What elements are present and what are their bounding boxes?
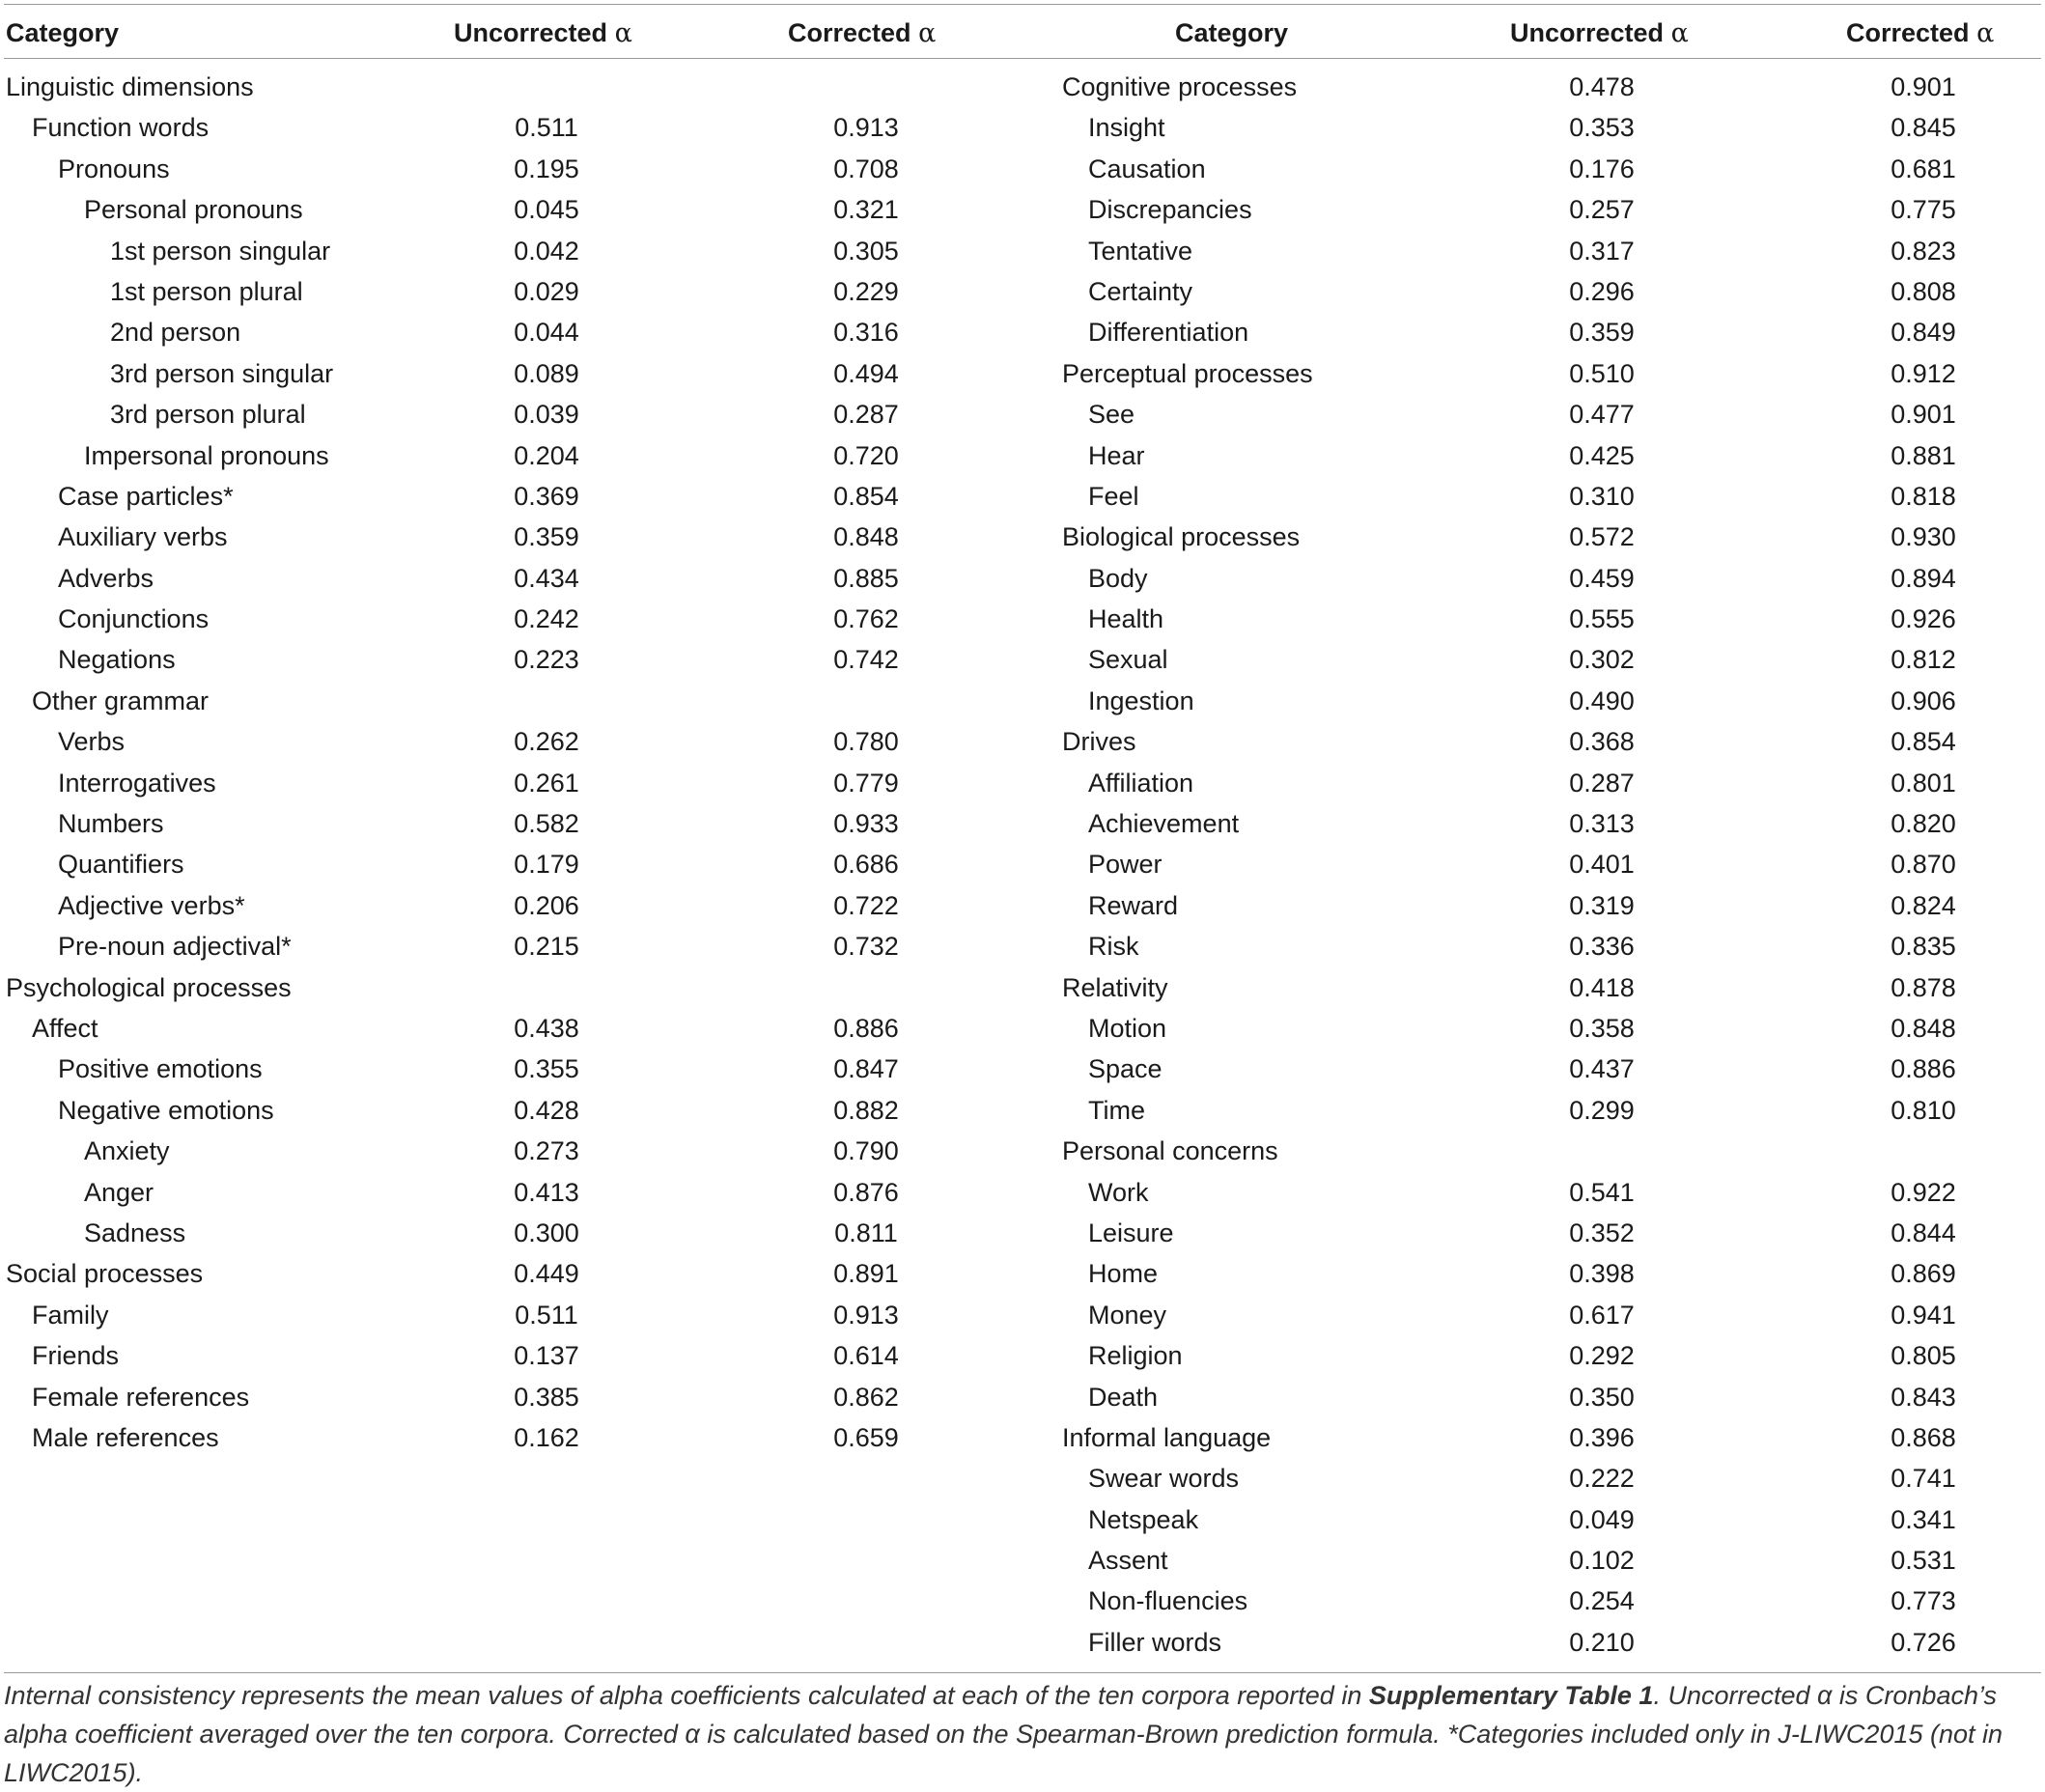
table-row	[4, 681, 979, 721]
table-row	[1060, 1253, 2035, 1294]
header-uncorrected-right: Uncorrected α	[1510, 18, 1689, 48]
table-row	[4, 1049, 979, 1089]
category-label: Non-fluencies	[1088, 1586, 1248, 1616]
table-row	[4, 763, 979, 803]
table-row	[4, 149, 979, 189]
uncorrected-alpha-cell: 0.511	[515, 1300, 578, 1330]
corrected-alpha-cell: 0.847	[833, 1054, 899, 1084]
corrected-alpha-cell: 0.321	[833, 195, 899, 225]
category-label: Certainty	[1088, 276, 1193, 306]
uncorrected-alpha-cell: 0.042	[514, 236, 579, 266]
uncorrected-alpha-cell: 0.039	[514, 400, 579, 430]
category-label: Tentative	[1088, 236, 1193, 266]
corrected-alpha-cell: 0.849	[1891, 318, 1956, 348]
table-row	[1060, 231, 2035, 271]
uncorrected-alpha-cell: 0.336	[1569, 932, 1635, 962]
corrected-alpha-cell: 0.885	[833, 563, 899, 593]
table-row	[1060, 271, 2035, 312]
table-row	[4, 353, 979, 394]
uncorrected-alpha-cell: 0.477	[1569, 400, 1635, 430]
table-row	[4, 107, 979, 148]
uncorrected-alpha-cell: 0.582	[514, 809, 579, 839]
category-label: Reward	[1088, 890, 1179, 920]
uncorrected-alpha-cell: 0.617	[1569, 1300, 1635, 1330]
table-row	[4, 394, 979, 434]
category-label: Personal concerns	[1062, 1136, 1278, 1166]
corrected-alpha-cell: 0.870	[1891, 850, 1956, 880]
header-corrected-left: Corrected α	[788, 18, 937, 48]
category-label: Impersonal pronouns	[84, 440, 329, 470]
category-label: Informal language	[1062, 1422, 1272, 1452]
category-label: Negations	[58, 645, 176, 675]
table-row	[4, 803, 979, 844]
uncorrected-alpha-cell: 0.437	[1569, 1054, 1635, 1084]
corrected-alpha-cell: 0.801	[1891, 768, 1956, 798]
corrected-alpha-cell: 0.913	[833, 113, 899, 143]
corrected-alpha-cell: 0.869	[1891, 1259, 1956, 1289]
category-label: Health	[1088, 604, 1164, 634]
corrected-alpha-cell: 0.808	[1891, 276, 1956, 306]
corrected-alpha-cell: 0.811	[834, 1218, 898, 1247]
table-row	[4, 1417, 979, 1458]
table-row	[4, 1295, 979, 1335]
uncorrected-alpha-cell: 0.353	[1569, 113, 1635, 143]
table-row	[1060, 1213, 2035, 1253]
uncorrected-alpha-cell: 0.302	[1569, 645, 1635, 675]
table-row	[1060, 67, 2035, 107]
uncorrected-alpha-cell: 0.401	[1569, 850, 1635, 880]
table-row	[1060, 394, 2035, 434]
uncorrected-alpha-cell: 0.222	[1569, 1464, 1635, 1494]
corrected-alpha-cell: 0.845	[1891, 113, 1956, 143]
category-label: Adverbs	[58, 563, 154, 593]
uncorrected-alpha-cell: 0.310	[1569, 481, 1635, 511]
corrected-alpha-cell: 0.882	[833, 1095, 899, 1125]
corrected-alpha-cell: 0.812	[1891, 645, 1956, 675]
corrected-alpha-cell: 0.933	[833, 809, 899, 839]
corrected-alpha-cell: 0.878	[1891, 972, 1956, 1002]
corrected-alpha-cell: 0.305	[833, 236, 899, 266]
corrected-alpha-cell: 0.862	[833, 1382, 899, 1412]
category-label: 3rd person plural	[110, 400, 306, 430]
category-label: Adjective verbs*	[58, 890, 245, 920]
table-row	[1060, 885, 2035, 926]
corrected-alpha-cell: 0.823	[1891, 236, 1956, 266]
corrected-alpha-cell: 0.848	[833, 522, 899, 552]
category-label: Positive emotions	[58, 1054, 263, 1084]
corrected-alpha-cell: 0.922	[1891, 1177, 1956, 1207]
uncorrected-alpha-cell: 0.262	[514, 727, 579, 757]
table-row	[4, 1335, 979, 1376]
uncorrected-alpha-cell: 0.292	[1569, 1341, 1635, 1371]
table-row	[4, 189, 979, 230]
table-row	[4, 476, 979, 517]
corrected-alpha-cell: 0.824	[1891, 890, 1956, 920]
table-row	[4, 517, 979, 557]
uncorrected-alpha-cell: 0.438	[514, 1013, 579, 1043]
table-row	[4, 599, 979, 639]
category-label: Home	[1088, 1259, 1159, 1289]
uncorrected-alpha-cell: 0.296	[1569, 276, 1635, 306]
category-label: Death	[1088, 1382, 1159, 1412]
table-row	[1060, 967, 2035, 1008]
uncorrected-alpha-cell: 0.359	[514, 522, 579, 552]
category-label: Hear	[1088, 440, 1145, 470]
uncorrected-alpha-cell: 0.257	[1569, 195, 1635, 225]
category-label: Causation	[1088, 154, 1206, 183]
uncorrected-alpha-cell: 0.195	[514, 154, 579, 183]
uncorrected-alpha-cell: 0.359	[1569, 318, 1635, 348]
table-row	[1060, 721, 2035, 762]
category-label: Achievement	[1088, 809, 1240, 839]
table-row	[4, 1090, 979, 1131]
uncorrected-alpha-cell: 0.418	[1569, 972, 1635, 1002]
table-row	[1060, 517, 2035, 557]
uncorrected-alpha-cell: 0.313	[1569, 809, 1635, 839]
category-label: Female references	[32, 1382, 250, 1412]
uncorrected-alpha-cell: 0.541	[1569, 1177, 1635, 1207]
uncorrected-alpha-cell: 0.089	[514, 358, 579, 388]
uncorrected-alpha-cell: 0.511	[515, 113, 578, 143]
table-row	[4, 1008, 979, 1049]
category-label: Feel	[1088, 481, 1139, 511]
table-row	[4, 639, 979, 680]
corrected-alpha-cell: 0.722	[833, 890, 899, 920]
category-label: Social processes	[6, 1259, 204, 1289]
category-label: Numbers	[58, 809, 164, 839]
corrected-alpha-cell: 0.229	[833, 276, 899, 306]
category-label: Anger	[84, 1177, 154, 1207]
corrected-alpha-cell: 0.886	[833, 1013, 899, 1043]
uncorrected-alpha-cell: 0.287	[1569, 768, 1635, 798]
corrected-alpha-cell: 0.913	[833, 1300, 899, 1330]
corrected-alpha-cell: 0.868	[1891, 1422, 1956, 1452]
table-bottom-rule	[4, 1672, 2041, 1673]
table-row	[1060, 1049, 2035, 1089]
uncorrected-alpha-cell: 0.044	[514, 318, 579, 348]
category-label: Psychological processes	[6, 972, 292, 1002]
uncorrected-alpha-cell: 0.300	[514, 1218, 579, 1247]
uncorrected-alpha-cell: 0.299	[1569, 1095, 1635, 1125]
table-row	[4, 1172, 979, 1213]
category-label: Leisure	[1088, 1218, 1174, 1247]
uncorrected-alpha-cell: 0.049	[1569, 1504, 1635, 1534]
corrected-alpha-cell: 0.762	[833, 604, 899, 634]
table-row	[1060, 1090, 2035, 1131]
category-label: Sexual	[1088, 645, 1168, 675]
corrected-alpha-cell: 0.531	[1891, 1546, 1956, 1576]
table-row	[1060, 639, 2035, 680]
corrected-alpha-cell: 0.790	[833, 1136, 899, 1166]
category-label: Quantifiers	[58, 850, 184, 880]
category-label: Affiliation	[1088, 768, 1194, 798]
corrected-alpha-cell: 0.844	[1891, 1218, 1956, 1247]
uncorrected-alpha-cell: 0.355	[514, 1054, 579, 1084]
table-row	[4, 558, 979, 599]
table-row	[1060, 558, 2035, 599]
category-label: Personal pronouns	[84, 195, 303, 225]
table-row	[1060, 1540, 2035, 1581]
uncorrected-alpha-cell: 0.215	[514, 932, 579, 962]
category-label: Auxiliary verbs	[58, 522, 228, 552]
table-row	[4, 885, 979, 926]
corrected-alpha-cell: 0.835	[1891, 932, 1956, 962]
table-row	[1060, 1172, 2035, 1213]
corrected-alpha-cell: 0.930	[1891, 522, 1956, 552]
uncorrected-alpha-cell: 0.358	[1569, 1013, 1635, 1043]
category-label: Money	[1088, 1300, 1167, 1330]
category-label: Filler words	[1088, 1627, 1222, 1657]
category-label: Other grammar	[32, 686, 210, 715]
corrected-alpha-cell: 0.805	[1891, 1341, 1956, 1371]
table-row	[1060, 763, 2035, 803]
table-row	[1060, 1499, 2035, 1540]
uncorrected-alpha-cell: 0.478	[1569, 72, 1635, 101]
table-row	[1060, 435, 2035, 476]
uncorrected-alpha-cell: 0.254	[1569, 1586, 1635, 1616]
corrected-alpha-cell: 0.854	[833, 481, 899, 511]
table-row	[1060, 1335, 2035, 1376]
corrected-alpha-cell: 0.854	[1891, 727, 1956, 757]
category-label: Friends	[32, 1341, 120, 1371]
category-label: Negative emotions	[58, 1095, 274, 1125]
corrected-alpha-cell: 0.316	[833, 318, 899, 348]
category-label: Discrepancies	[1088, 195, 1252, 225]
category-label: See	[1088, 400, 1135, 430]
table-row	[1060, 189, 2035, 230]
category-label: Space	[1088, 1054, 1163, 1084]
header-rule	[4, 58, 2041, 59]
category-label: Body	[1088, 563, 1148, 593]
table-row	[1060, 312, 2035, 352]
category-label: 1st person plural	[110, 276, 303, 306]
category-label: Work	[1088, 1177, 1149, 1207]
table-row	[1060, 681, 2035, 721]
uncorrected-alpha-cell: 0.555	[1569, 604, 1635, 634]
uncorrected-alpha-cell: 0.210	[1569, 1627, 1635, 1657]
uncorrected-alpha-cell: 0.242	[514, 604, 579, 634]
category-label: Male references	[32, 1422, 219, 1452]
uncorrected-alpha-cell: 0.350	[1569, 1382, 1635, 1412]
table-row	[1060, 1008, 2035, 1049]
category-label: Motion	[1088, 1013, 1167, 1043]
table-row	[4, 844, 979, 884]
corrected-alpha-cell: 0.891	[833, 1259, 899, 1289]
uncorrected-alpha-cell: 0.319	[1569, 890, 1635, 920]
table-row	[4, 231, 979, 271]
table-row	[1060, 1377, 2035, 1417]
corrected-alpha-cell: 0.912	[1891, 358, 1956, 388]
uncorrected-alpha-cell: 0.204	[514, 440, 579, 470]
header-category-left: Category	[6, 18, 120, 47]
corrected-alpha-cell: 0.894	[1891, 563, 1956, 593]
category-label: Pre-noun adjectival*	[58, 932, 292, 962]
header-corrected-right: Corrected α	[1846, 18, 1995, 48]
table-row	[4, 926, 979, 966]
table-row	[4, 1377, 979, 1417]
category-label: Insight	[1088, 113, 1165, 143]
uncorrected-alpha-cell: 0.572	[1569, 522, 1635, 552]
uncorrected-alpha-cell: 0.396	[1569, 1422, 1635, 1452]
corrected-alpha-cell: 0.773	[1891, 1586, 1956, 1616]
category-label: Anxiety	[84, 1136, 170, 1166]
category-label: Drives	[1062, 727, 1136, 757]
category-label: Relativity	[1062, 972, 1168, 1002]
corrected-alpha-cell: 0.287	[833, 400, 899, 430]
table-row	[1060, 107, 2035, 148]
table-row	[1060, 1458, 2035, 1498]
uncorrected-alpha-cell: 0.490	[1569, 686, 1635, 715]
category-label: Assent	[1088, 1546, 1168, 1576]
corrected-alpha-cell: 0.720	[833, 440, 899, 470]
corrected-alpha-cell: 0.941	[1891, 1300, 1956, 1330]
left-table-body	[4, 67, 979, 1458]
category-label: Religion	[1088, 1341, 1183, 1371]
corrected-alpha-cell: 0.775	[1891, 195, 1956, 225]
right-table-body	[1060, 67, 2035, 1663]
category-label: 1st person singular	[110, 236, 331, 266]
uncorrected-alpha-cell: 0.273	[514, 1136, 579, 1166]
corrected-alpha-cell: 0.779	[833, 768, 899, 798]
uncorrected-alpha-cell: 0.102	[1569, 1546, 1635, 1576]
category-label: Function words	[32, 113, 210, 143]
table-row	[1060, 1622, 2035, 1663]
table-row	[1060, 1581, 2035, 1621]
table-row	[4, 271, 979, 312]
category-label: Power	[1088, 850, 1163, 880]
table-row	[1060, 353, 2035, 394]
category-label: Time	[1088, 1095, 1145, 1125]
category-label: Verbs	[58, 727, 126, 757]
uncorrected-alpha-cell: 0.459	[1569, 563, 1635, 593]
category-label: Netspeak	[1088, 1504, 1199, 1534]
table-row	[1060, 1295, 2035, 1335]
category-label: Interrogatives	[58, 768, 216, 798]
corrected-alpha-cell: 0.848	[1891, 1013, 1956, 1043]
table-footnote: Internal consistency represents the mean values of alpha coefficients calculated at each of the ten corpora reported in Supplementary Table 1. Uncorrected α is Cronbach’s alpha coefficient averaged over the ten corpora. Corrected α is calculated based on the Spearman-Brown prediction formula. *Categories included only in J-LIWC2015 (not in LIWC2015).	[4, 1681, 2003, 1787]
table-row	[1060, 926, 2035, 966]
corrected-alpha-cell: 0.901	[1891, 400, 1956, 430]
category-label: Biological processes	[1062, 522, 1301, 552]
uncorrected-alpha-cell: 0.162	[514, 1422, 579, 1452]
uncorrected-alpha-cell: 0.223	[514, 645, 579, 675]
category-label: Ingestion	[1088, 686, 1194, 715]
table-row	[1060, 1131, 2035, 1171]
table-row	[4, 1253, 979, 1294]
table-row	[4, 435, 979, 476]
uncorrected-alpha-cell: 0.434	[514, 563, 579, 593]
corrected-alpha-cell: 0.742	[833, 645, 899, 675]
table-row	[4, 67, 979, 107]
corrected-alpha-cell: 0.818	[1891, 481, 1956, 511]
table-row	[4, 721, 979, 762]
corrected-alpha-cell: 0.686	[833, 850, 899, 880]
table-row	[4, 1213, 979, 1253]
uncorrected-alpha-cell: 0.428	[514, 1095, 579, 1125]
table-row	[1060, 149, 2035, 189]
uncorrected-alpha-cell: 0.261	[514, 768, 579, 798]
uncorrected-alpha-cell: 0.045	[514, 195, 579, 225]
category-label: Linguistic dimensions	[6, 72, 254, 101]
category-label: 2nd person	[110, 318, 241, 348]
uncorrected-alpha-cell: 0.029	[514, 276, 579, 306]
category-label: Swear words	[1088, 1464, 1240, 1494]
header-category-right: Category	[1175, 18, 1289, 47]
category-label: Pronouns	[58, 154, 170, 183]
corrected-alpha-cell: 0.494	[833, 358, 899, 388]
corrected-alpha-cell: 0.843	[1891, 1382, 1956, 1412]
table-row	[4, 1131, 979, 1171]
table-row	[1060, 476, 2035, 517]
table-row	[1060, 844, 2035, 884]
header-uncorrected-left: Uncorrected α	[454, 18, 632, 48]
table-row	[1060, 1417, 2035, 1458]
corrected-alpha-cell: 0.881	[1891, 440, 1956, 470]
table-row	[1060, 599, 2035, 639]
corrected-alpha-cell: 0.726	[1891, 1627, 1956, 1657]
corrected-alpha-cell: 0.780	[833, 727, 899, 757]
corrected-alpha-cell: 0.926	[1891, 604, 1956, 634]
corrected-alpha-cell: 0.708	[833, 154, 899, 183]
category-label: Affect	[32, 1013, 98, 1043]
corrected-alpha-cell: 0.659	[833, 1422, 899, 1452]
corrected-alpha-cell: 0.901	[1891, 72, 1956, 101]
corrected-alpha-cell: 0.681	[1891, 154, 1956, 183]
corrected-alpha-cell: 0.906	[1891, 686, 1956, 715]
corrected-alpha-cell: 0.741	[1891, 1464, 1956, 1494]
uncorrected-alpha-cell: 0.369	[514, 481, 579, 511]
category-label: Sadness	[84, 1218, 186, 1247]
uncorrected-alpha-cell: 0.368	[1569, 727, 1635, 757]
uncorrected-alpha-cell: 0.352	[1569, 1218, 1635, 1247]
category-label: Case particles*	[58, 481, 234, 511]
corrected-alpha-cell: 0.341	[1891, 1504, 1956, 1534]
table-row	[4, 967, 979, 1008]
uncorrected-alpha-cell: 0.179	[514, 850, 579, 880]
uncorrected-alpha-cell: 0.206	[514, 890, 579, 920]
table-row	[4, 312, 979, 352]
uncorrected-alpha-cell: 0.413	[514, 1177, 579, 1207]
category-label: 3rd person singular	[110, 358, 334, 388]
uncorrected-alpha-cell: 0.398	[1569, 1259, 1635, 1289]
corrected-alpha-cell: 0.614	[833, 1341, 899, 1371]
table-row	[1060, 803, 2035, 844]
corrected-alpha-cell: 0.732	[833, 932, 899, 962]
category-label: Perceptual processes	[1062, 358, 1313, 388]
category-label: Differentiation	[1088, 318, 1249, 348]
uncorrected-alpha-cell: 0.385	[514, 1382, 579, 1412]
corrected-alpha-cell: 0.820	[1891, 809, 1956, 839]
corrected-alpha-cell: 0.810	[1891, 1095, 1956, 1125]
category-label: Conjunctions	[58, 604, 210, 634]
uncorrected-alpha-cell: 0.449	[514, 1259, 579, 1289]
corrected-alpha-cell: 0.876	[833, 1177, 899, 1207]
uncorrected-alpha-cell: 0.176	[1569, 154, 1635, 183]
uncorrected-alpha-cell: 0.317	[1569, 236, 1635, 266]
table-top-rule	[4, 4, 2041, 5]
uncorrected-alpha-cell: 0.137	[514, 1341, 579, 1371]
uncorrected-alpha-cell: 0.510	[1569, 358, 1635, 388]
corrected-alpha-cell: 0.886	[1891, 1054, 1956, 1084]
category-label: Family	[32, 1300, 109, 1330]
uncorrected-alpha-cell: 0.425	[1569, 440, 1635, 470]
category-label: Risk	[1088, 932, 1139, 962]
category-label: Cognitive processes	[1062, 72, 1298, 101]
